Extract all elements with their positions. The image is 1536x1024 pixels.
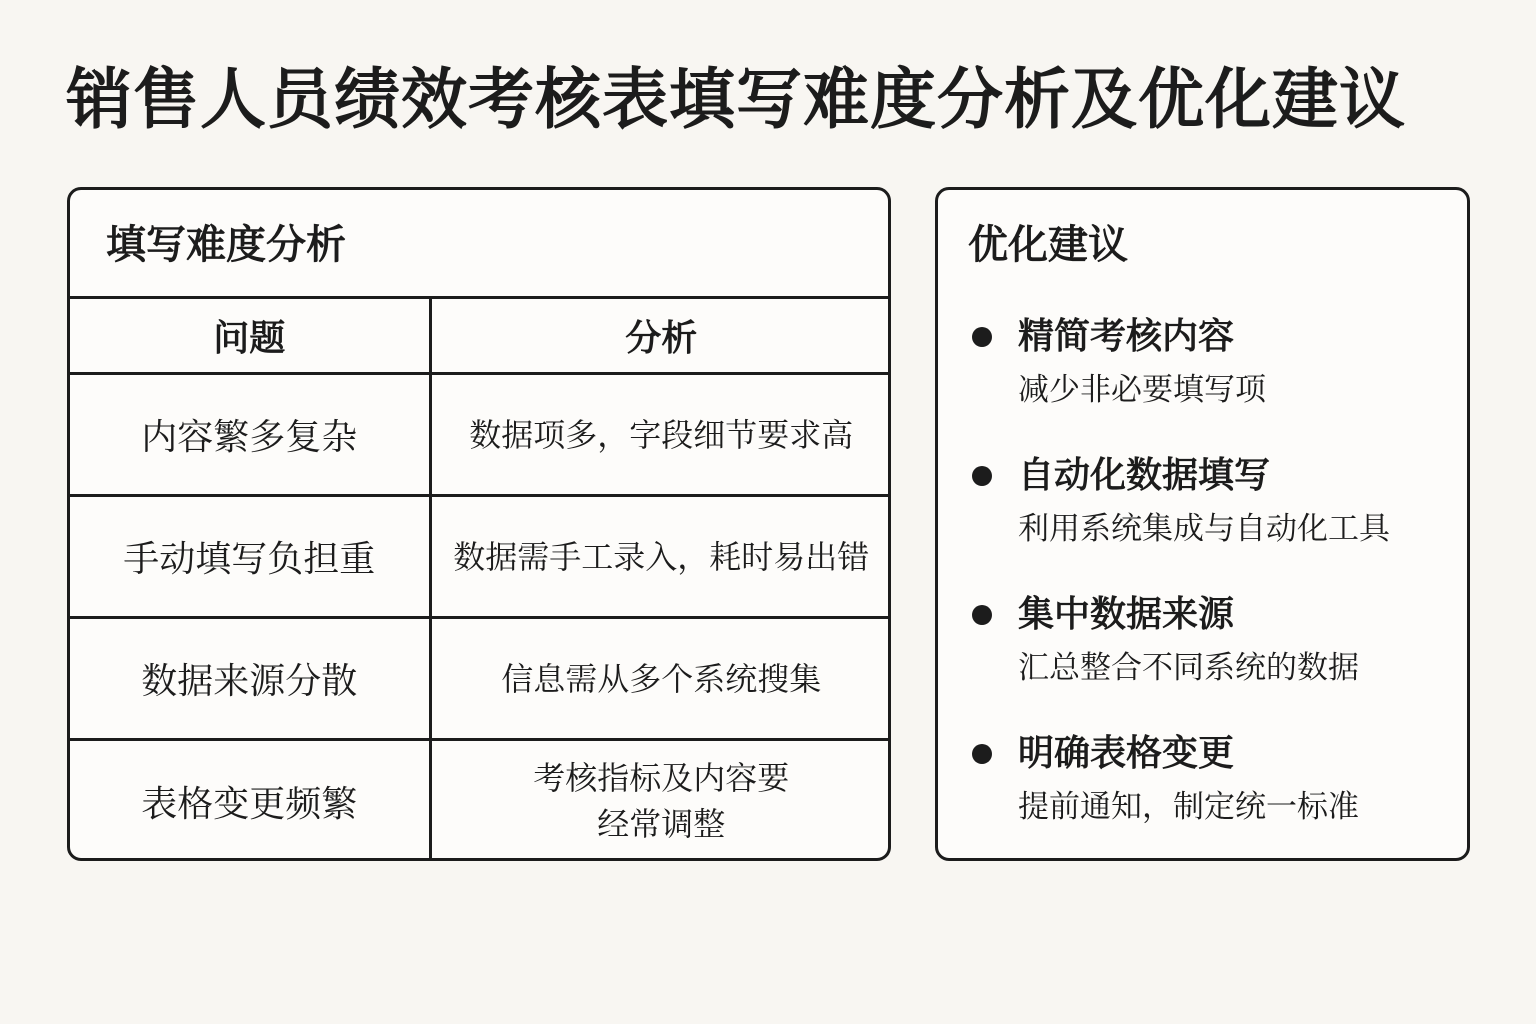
list-item	[968, 729, 1390, 861]
bullet-icon	[972, 466, 992, 486]
suggestion-title: 自动化数据填写	[1018, 455, 1271, 496]
page-title: 销售人员绩效考核表填写难度分析及优化建议	[66, 61, 1406, 138]
analysis-line: 数据项多，字段细节要求高	[469, 415, 854, 454]
table-row	[70, 496, 891, 618]
analysis-line: 数据需手工录入，耗时易出错	[453, 537, 870, 576]
difficulty-table	[70, 296, 891, 861]
issue-cell: 内容繁多复杂	[70, 374, 430, 496]
analysis-line: 经常调整	[597, 805, 726, 844]
suggestion-list	[968, 312, 1390, 861]
list-item	[968, 312, 1390, 451]
suggestion-title: 精简考核内容	[1018, 316, 1235, 357]
list-item	[968, 451, 1390, 590]
table-row	[70, 618, 891, 740]
analysis-cell	[430, 374, 891, 496]
list-item	[968, 590, 1390, 729]
suggestion-title: 明确表格变更	[1018, 733, 1235, 774]
bullet-icon	[972, 744, 992, 764]
issue-cell: 手动填写负担重	[70, 496, 430, 618]
table-header-row	[70, 298, 891, 374]
analysis-line: 信息需从多个系统搜集	[501, 659, 822, 698]
bullet-icon	[972, 327, 992, 347]
column-header-issue: 问题	[70, 298, 430, 374]
suggestion-desc: 利用系统集成与自动化工具	[1018, 511, 1390, 547]
suggestion-desc: 汇总整合不同系统的数据	[1018, 650, 1359, 686]
bullet-icon	[972, 605, 992, 625]
difficulty-panel	[67, 187, 891, 861]
table-row	[70, 374, 891, 496]
difficulty-heading: 填写难度分析	[106, 222, 346, 268]
table-row	[70, 740, 891, 862]
issue-cell: 数据来源分散	[70, 618, 430, 740]
issue-cell: 表格变更频繁	[70, 740, 430, 862]
analysis-cell	[430, 740, 891, 862]
suggestion-title: 集中数据来源	[1018, 594, 1235, 635]
column-header-analysis: 分析	[430, 298, 891, 374]
analysis-line: 考核指标及内容要	[533, 759, 790, 798]
suggestions-panel	[935, 187, 1470, 861]
analysis-cell	[430, 496, 891, 618]
suggestions-heading: 优化建议	[968, 222, 1128, 268]
suggestion-desc: 提前通知，制定统一标准	[1018, 789, 1359, 825]
suggestion-desc: 减少非必要填写项	[1018, 372, 1266, 408]
analysis-cell	[430, 618, 891, 740]
